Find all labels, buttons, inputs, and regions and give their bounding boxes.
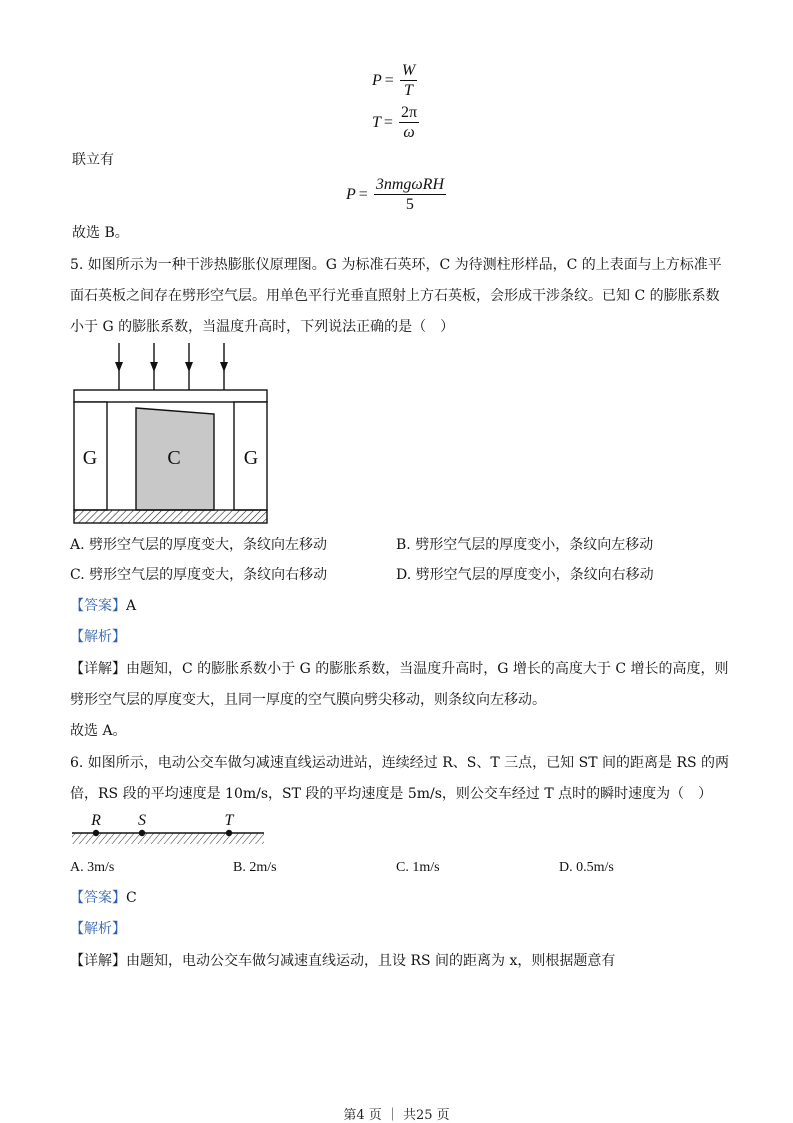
answer-value: C [126,890,137,906]
q5-stem-line2: 面石英板之间存在劈形空气层。用单色平行光垂直照射上方石英板，会形成干涉条纹。已知 C 的膨胀系数 [70,288,720,304]
formula-eq: = [383,113,393,131]
numerator: 2π [400,104,418,121]
choose-b-text: 故选 B。 [72,225,129,241]
base-hatched [74,510,267,523]
q6-detail-line1 [70,953,615,969]
formula-period [372,104,419,141]
label-c: C [167,447,181,469]
q6-answer [70,890,137,906]
q5-detail-line2: 劈形空气层的厚度变大，且同一厚度的空气膜向劈尖移动，则条纹向左移动。 [70,692,546,708]
point-t-label: T [224,812,234,829]
q6-analysis-tag: 【解析】 [70,921,126,937]
point-r-dot [93,830,99,836]
q6-option-a: A. 3m/s [70,860,115,875]
detail-text: 由题知，电动公交车做匀减速直线运动，且设 RS 间的距离为 x，则根据题意有 [126,953,616,969]
road-hatch [72,833,264,844]
q6-option-d: D. 0.5m/s [559,860,614,875]
arrowhead-icon [115,362,123,372]
fraction [400,62,417,99]
q5-option-b: B. 劈形空气层的厚度变小，条纹向左移动 [396,537,654,553]
formula-result [346,176,446,213]
formula-power [372,62,417,99]
formula-eq: = [358,185,368,203]
q5-analysis-tag: 【解析】 [70,629,126,645]
q5-detail-line1 [70,661,729,677]
arrowhead-icon [185,362,193,372]
q5-answer [70,598,136,614]
q5-interferometer-figure [70,340,270,530]
point-r-label: R [91,812,101,829]
detail-tag: 【详解】 [70,953,126,969]
detail-text: 由题知，C 的膨胀系数小于 G 的膨胀系数，当温度升高时，G 增长的高度大于 C 增长的高度，则 [126,661,729,677]
answer-tag: 【答案】 [70,890,126,906]
combine-text: 联立有 [72,152,114,168]
q5-stem-line3: 小于 G 的膨胀系数，当温度升高时，下列说法正确的是（ ） [70,319,455,335]
q5-conclusion: 故选 A。 [70,723,127,739]
q6-option-c: C. 1m/s [396,860,440,875]
point-t-dot [226,830,232,836]
answer-tag: 【答案】 [70,598,126,614]
q5-option-a: A. 劈形空气层的厚度变大，条纹向左移动 [70,537,328,553]
answer-value: A [126,598,137,614]
formula-lhs: P [372,71,382,89]
formula-lhs: P [346,185,356,203]
point-s-dot [139,830,145,836]
denominator: T [404,82,413,99]
fraction [374,176,446,213]
arrowhead-icon [220,362,228,372]
denominator: ω [403,124,415,141]
formula-eq: = [384,71,394,89]
formula-lhs: T [372,113,381,131]
label-g-right: G [243,447,259,469]
numerator: 3nmgωRH [375,176,444,193]
denominator: 5 [405,196,414,213]
q5-option-d: D. 劈形空气层的厚度变小，条纹向右移动 [396,567,654,583]
q5-stem-line1: 5. 如图所示为一种干涉热膨胀仪原理图。G 为标准石英环，C 为待测柱形样品，C 的上表面与上方标准平 [70,257,722,273]
fraction [399,104,419,141]
q6-stem-line2: 倍，RS 段的平均速度是 10m/s，ST 段的平均速度是 5m/s，则公交车经过 T 点时的瞬时速度为（ ） [70,786,713,802]
detail-tag: 【详解】 [70,661,126,677]
q6-stem-line1: 6. 如图所示，电动公交车做匀减速直线运动进站，连续经过 R、S、T 三点，已知 ST 间的距离是 RS 的两 [70,755,730,771]
light-arrows [115,343,228,390]
point-s-label: S [138,812,146,829]
q6-road-figure [70,808,270,848]
quartz-plate [74,390,267,402]
label-g-left: G [82,447,98,469]
arrowhead-icon [150,362,158,372]
page-footer: 第4 页 ｜ 共25 页 [343,1108,450,1123]
q6-option-b: B. 2m/s [233,860,277,875]
numerator: W [401,62,416,79]
q5-option-c: C. 劈形空气层的厚度变大，条纹向右移动 [70,567,328,583]
